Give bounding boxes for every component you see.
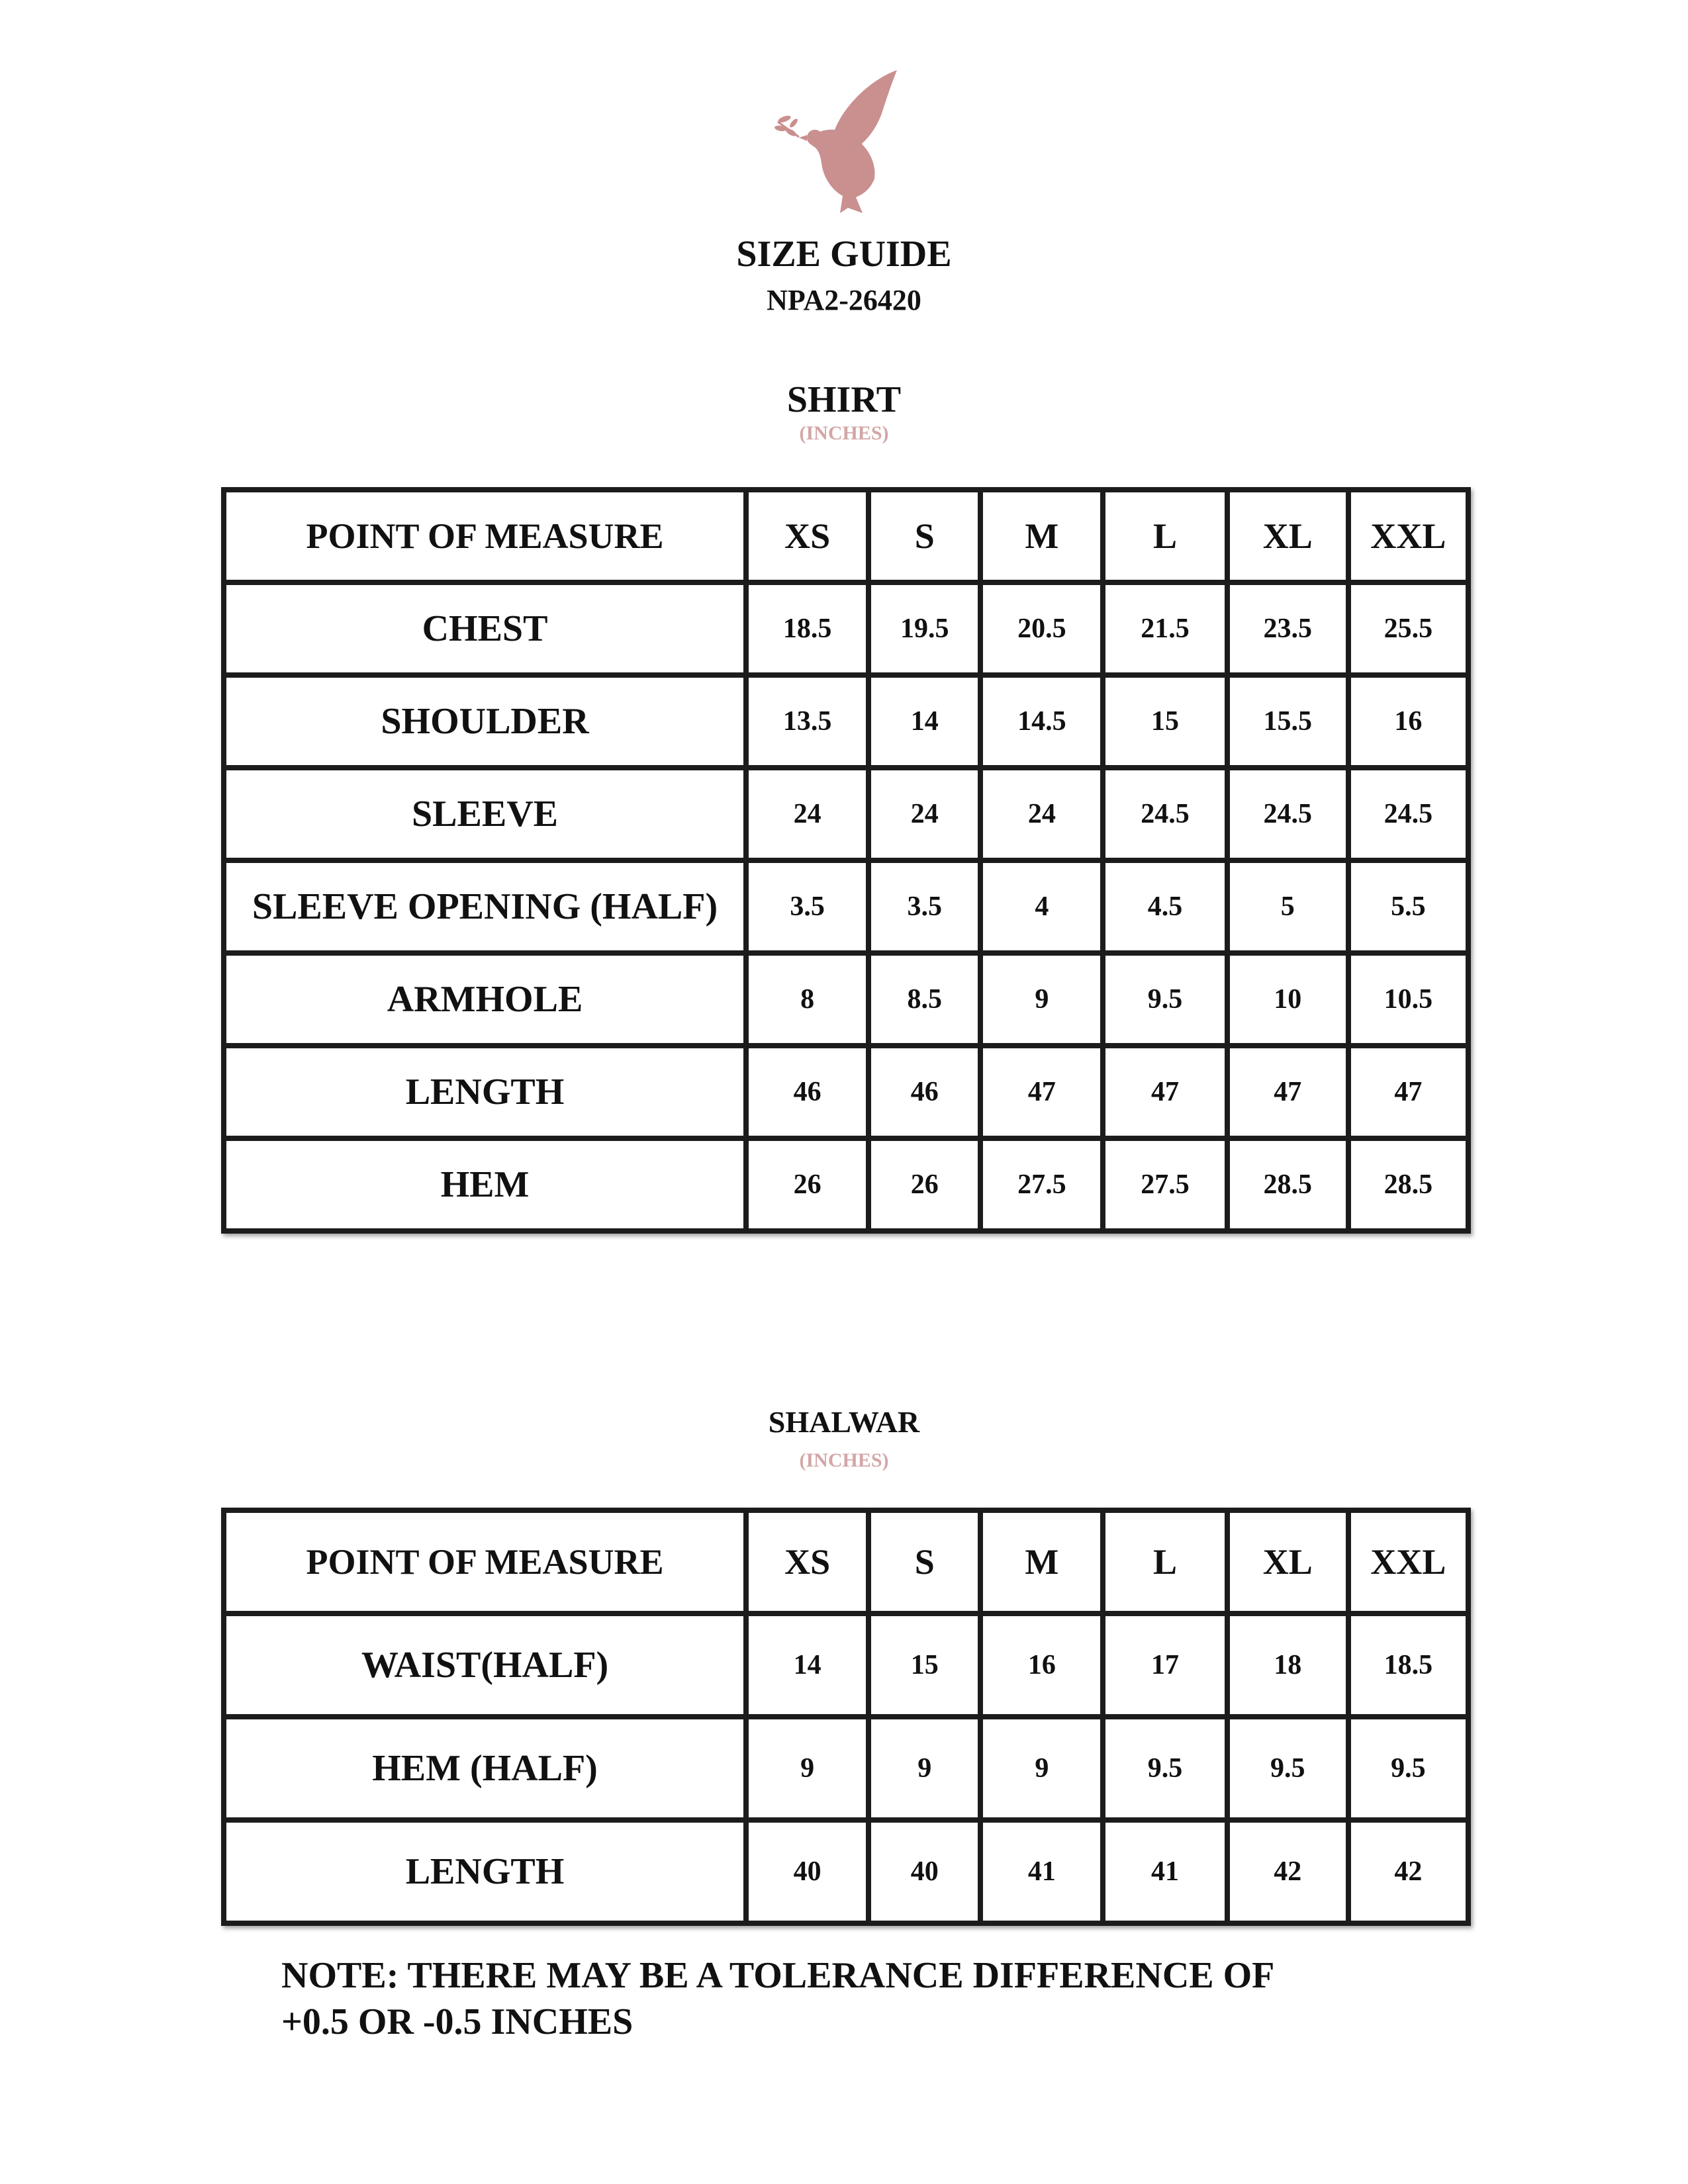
- measure-value: 4: [980, 860, 1103, 953]
- column-header: S: [868, 1510, 980, 1614]
- measure-value: 42: [1348, 1820, 1468, 1923]
- column-header: POINT OF MEASURE: [224, 490, 746, 582]
- dove-with-olive-branch-icon: [771, 66, 917, 215]
- measure-value: 9: [980, 953, 1103, 1046]
- measure-value: 9.5: [1227, 1717, 1348, 1820]
- table-row: [224, 1717, 1468, 1820]
- measure-value: 5: [1227, 860, 1348, 953]
- page-title: SIZE GUIDE: [736, 234, 952, 275]
- table-row: [224, 675, 1468, 768]
- shirt-size-table: [221, 487, 1471, 1234]
- measure-value: 15: [868, 1614, 980, 1717]
- column-header: XL: [1227, 490, 1348, 582]
- measure-value: 24.5: [1348, 768, 1468, 860]
- measure-value: 21.5: [1103, 582, 1227, 675]
- measure-value: 5.5: [1348, 860, 1468, 953]
- measure-label: ARMHOLE: [224, 953, 746, 1046]
- measure-value: 9.5: [1348, 1717, 1468, 1820]
- measure-value: 46: [868, 1046, 980, 1138]
- measure-value: 47: [1227, 1046, 1348, 1138]
- shalwar-section-title: SHALWAR: [768, 1405, 920, 1439]
- measure-value: 18.5: [1348, 1614, 1468, 1717]
- measure-value: 14.5: [980, 675, 1103, 768]
- column-header: M: [980, 490, 1103, 582]
- measure-label: SLEEVE OPENING (HALF): [224, 860, 746, 953]
- measure-label: LENGTH: [224, 1820, 746, 1923]
- measure-value: 47: [1348, 1046, 1468, 1138]
- measure-value: 3.5: [868, 860, 980, 953]
- measure-value: 15.5: [1227, 675, 1348, 768]
- measure-label: LENGTH: [224, 1046, 746, 1138]
- measure-value: 47: [980, 1046, 1103, 1138]
- table-row: [224, 1820, 1468, 1923]
- measure-value: 9: [746, 1717, 868, 1820]
- measure-value: 24: [980, 768, 1103, 860]
- measure-value: 25.5: [1348, 582, 1468, 675]
- measure-value: 4.5: [1103, 860, 1227, 953]
- note-line: +0.5 OR -0.5 INCHES: [281, 2001, 633, 2042]
- measure-value: 40: [868, 1820, 980, 1923]
- measure-value: 9.5: [1103, 1717, 1227, 1820]
- measure-label: SLEEVE: [224, 768, 746, 860]
- column-header: XXL: [1348, 490, 1468, 582]
- measure-value: 40: [746, 1820, 868, 1923]
- column-header: XXL: [1348, 1510, 1468, 1614]
- measure-value: 13.5: [746, 675, 868, 768]
- measure-label: SHOULDER: [224, 675, 746, 768]
- shirt-section-title: SHIRT: [786, 379, 902, 420]
- table-row: [224, 582, 1468, 675]
- measure-value: 41: [980, 1820, 1103, 1923]
- measure-label: CHEST: [224, 582, 746, 675]
- measure-value: 28.5: [1348, 1138, 1468, 1231]
- column-header: M: [980, 1510, 1103, 1614]
- measure-value: 19.5: [868, 582, 980, 675]
- measure-value: 23.5: [1227, 582, 1348, 675]
- measure-value: 28.5: [1227, 1138, 1348, 1231]
- measure-value: 16: [1348, 675, 1468, 768]
- measure-value: 24: [746, 768, 868, 860]
- measure-value: 15: [1103, 675, 1227, 768]
- measure-value: 14: [868, 675, 980, 768]
- measure-value: 14: [746, 1614, 868, 1717]
- table-header-row: [224, 490, 1468, 582]
- measure-label: HEM (HALF): [224, 1717, 746, 1820]
- measure-value: 9: [868, 1717, 980, 1820]
- table-row: [224, 1046, 1468, 1138]
- shalwar-size-table: [221, 1508, 1471, 1926]
- measure-value: 42: [1227, 1820, 1348, 1923]
- measure-value: 26: [868, 1138, 980, 1231]
- column-header: L: [1103, 490, 1227, 582]
- column-header: POINT OF MEASURE: [224, 1510, 746, 1614]
- table-row: [224, 1614, 1468, 1717]
- table-header-row: [224, 1510, 1468, 1614]
- table-row: [224, 1138, 1468, 1231]
- tolerance-note: [281, 1952, 1407, 2045]
- measure-value: 24.5: [1227, 768, 1348, 860]
- measure-value: 16: [980, 1614, 1103, 1717]
- measure-value: 8: [746, 953, 868, 1046]
- measure-value: 27.5: [1103, 1138, 1227, 1231]
- column-header: XS: [746, 490, 868, 582]
- measure-value: 10.5: [1348, 953, 1468, 1046]
- measure-value: 18.5: [746, 582, 868, 675]
- measure-value: 27.5: [980, 1138, 1103, 1231]
- shirt-units-label: (INCHES): [799, 422, 889, 444]
- measure-value: 9.5: [1103, 953, 1227, 1046]
- measure-value: 20.5: [980, 582, 1103, 675]
- table-row: [224, 953, 1468, 1046]
- measure-value: 8.5: [868, 953, 980, 1046]
- shalwar-units-label: (INCHES): [799, 1449, 889, 1471]
- measure-value: 18: [1227, 1614, 1348, 1717]
- measure-value: 24: [868, 768, 980, 860]
- measure-label: WAIST(HALF): [224, 1614, 746, 1717]
- measure-label: HEM: [224, 1138, 746, 1231]
- measure-value: 46: [746, 1046, 868, 1138]
- column-header: L: [1103, 1510, 1227, 1614]
- column-header: S: [868, 490, 980, 582]
- measure-value: 41: [1103, 1820, 1227, 1923]
- table-row: [224, 768, 1468, 860]
- measure-value: 47: [1103, 1046, 1227, 1138]
- measure-value: 10: [1227, 953, 1348, 1046]
- measure-value: 9: [980, 1717, 1103, 1820]
- measure-value: 24.5: [1103, 768, 1227, 860]
- measure-value: 26: [746, 1138, 868, 1231]
- measure-value: 3.5: [746, 860, 868, 953]
- product-code: NPA2-26420: [767, 284, 921, 316]
- column-header: XL: [1227, 1510, 1348, 1614]
- table-row: [224, 860, 1468, 953]
- column-header: XS: [746, 1510, 868, 1614]
- note-line: NOTE: THERE MAY BE A TOLERANCE DIFFERENCE OF: [281, 1955, 1275, 1996]
- measure-value: 17: [1103, 1614, 1227, 1717]
